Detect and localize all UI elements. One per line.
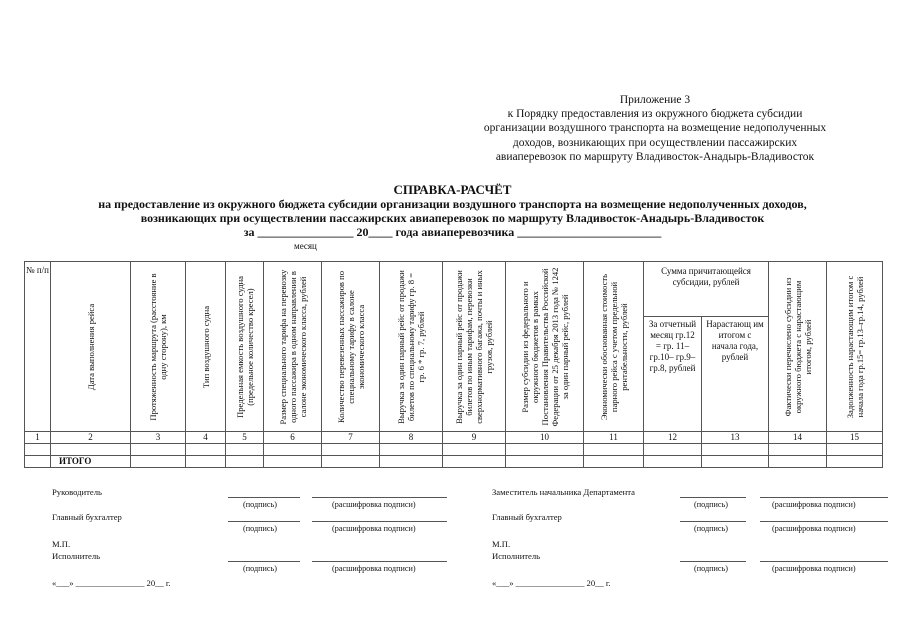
document-title (40, 182, 865, 239)
signature-caption: (подпись) (694, 564, 728, 573)
appendix-line: авиаперевозок по маршруту Владивосток-Анадырь-Владивосток (495, 150, 815, 163)
appendix-line: Приложение 3 (619, 94, 691, 106)
header-aircraft-type: Тип воздушного судна (186, 262, 226, 432)
title-line-2: возникающих при осуществлении пассажирских авиаперевозок по маршруту Владивосток-Анадырь-Владивосток (140, 211, 765, 225)
header-federal-subsidy: Размер субсидии из федерального и окружного бюджетов в рамках Постановления Правительства Российской Федерации от 25 декабря 2013 года № 1242 за один парный рейс, рублей (506, 262, 584, 432)
header-month-sum: За отчетный месяц гр.12 = гр. 11– гр.10– гр.9–гр.8, рублей (644, 317, 702, 432)
signature-caption: (подпись) (694, 500, 728, 509)
total-row (25, 456, 883, 468)
appendix-line: доходов, возникающих при осуществлении пассажирских (512, 136, 798, 149)
header-special-tariff: Размер специального тарифа на перевозку одного пассажира в одном направлении в салоне экономического класса, рублей (264, 262, 322, 432)
decoding-caption: (расшифровка подписи) (332, 524, 416, 533)
executor-label: Исполнитель (492, 551, 541, 561)
executor-label: Исполнитель (52, 551, 101, 561)
appendix-line: к Порядку предоставления из окружного бюджета субсидии (507, 108, 803, 121)
calculation-table (24, 261, 883, 468)
decoding-caption: (расшифровка подписи) (772, 500, 856, 509)
header-distance: Протяженность маршрута (расстояние в одну сторону), км (131, 262, 186, 432)
header-economic-cost: Экономически обоснованная стоимость парного рейса с учетом предельной рентабельности, рублей (584, 262, 644, 432)
decoding-caption: (расшифровка подписи) (772, 564, 856, 573)
seal-label: М.П. (492, 539, 511, 549)
decoding-caption: (расшифровка подписи) (332, 564, 416, 573)
signature-caption: (подпись) (243, 524, 277, 533)
header-transferred: Фактически перечислено субсидии из окружного бюджета с нарастающим итогом, рублей (769, 262, 827, 432)
signature-caption: (подпись) (694, 524, 728, 533)
title-line-3: за ________________ 20____ года авиаперевозчика ________________________ (243, 225, 662, 239)
date-line: «___» ________________ 20__ г. (52, 578, 171, 588)
column-numbers-row: 1 2 3 4 5 6 7 8 9 10 11 12 13 14 15 (25, 432, 883, 444)
header-revenue-special: Выручка за один парный рейс от продажи билетов по специальному тарифу гр. 8 = гр. 6 * гр. 7, рублей (380, 262, 443, 432)
title-heading: СПРАВКА-РАСЧЁТ (393, 182, 512, 197)
appendix-block (455, 93, 855, 164)
chief-accountant-label: Главный бухгалтер (52, 512, 122, 522)
header-subsidy-group: Сумма причитающейся субсидии, рублей (644, 262, 769, 317)
seal-label: М.П. (52, 539, 71, 549)
decoding-caption: (расшифровка подписи) (772, 524, 856, 533)
total-label: ИТОГО (51, 456, 131, 468)
deputy-label: Заместитель начальника Департамента (492, 487, 635, 497)
appendix-line: организации воздушного транспорта на возмещение недополученных (483, 122, 827, 135)
header-cumulative-sum: Нарастающ им итогом с начала года, рублей (702, 317, 769, 432)
signature-caption: (подпись) (243, 564, 277, 573)
month-note: месяц (294, 241, 317, 251)
signature-caption: (подпись) (243, 500, 277, 509)
header-capacity: Предельная емкость воздушного судна (предельное количество кресел) (226, 262, 264, 432)
title-line-1: на предоставление из окружного бюджета субсидии организации воздушного транспорта на возмещение недополученных доходов, (98, 197, 807, 211)
header-number: № п/п (25, 262, 51, 432)
chief-accountant-label: Главный бухгалтер (492, 512, 562, 522)
header-revenue-other: Выручка за один парный рейс от продажи билетов по иным тарифам, перевозки сверхнормативного багажа, почты и иных грузов, рублей (443, 262, 506, 432)
head-label: Руководитель (52, 487, 102, 497)
date-line: «___» ________________ 20__ г. (492, 578, 611, 588)
header-date: Дата выполнения рейса (51, 262, 131, 432)
header-passengers: Количество перевезенных пассажиров по специальному тарифу в салоне экономического класса (322, 262, 380, 432)
table-row (25, 444, 883, 456)
header-debt: Задолженность нарастающим итогом с начала года гр.15= гр.13–гр.14, рублей (827, 262, 883, 432)
decoding-caption: (расшифровка подписи) (332, 500, 416, 509)
